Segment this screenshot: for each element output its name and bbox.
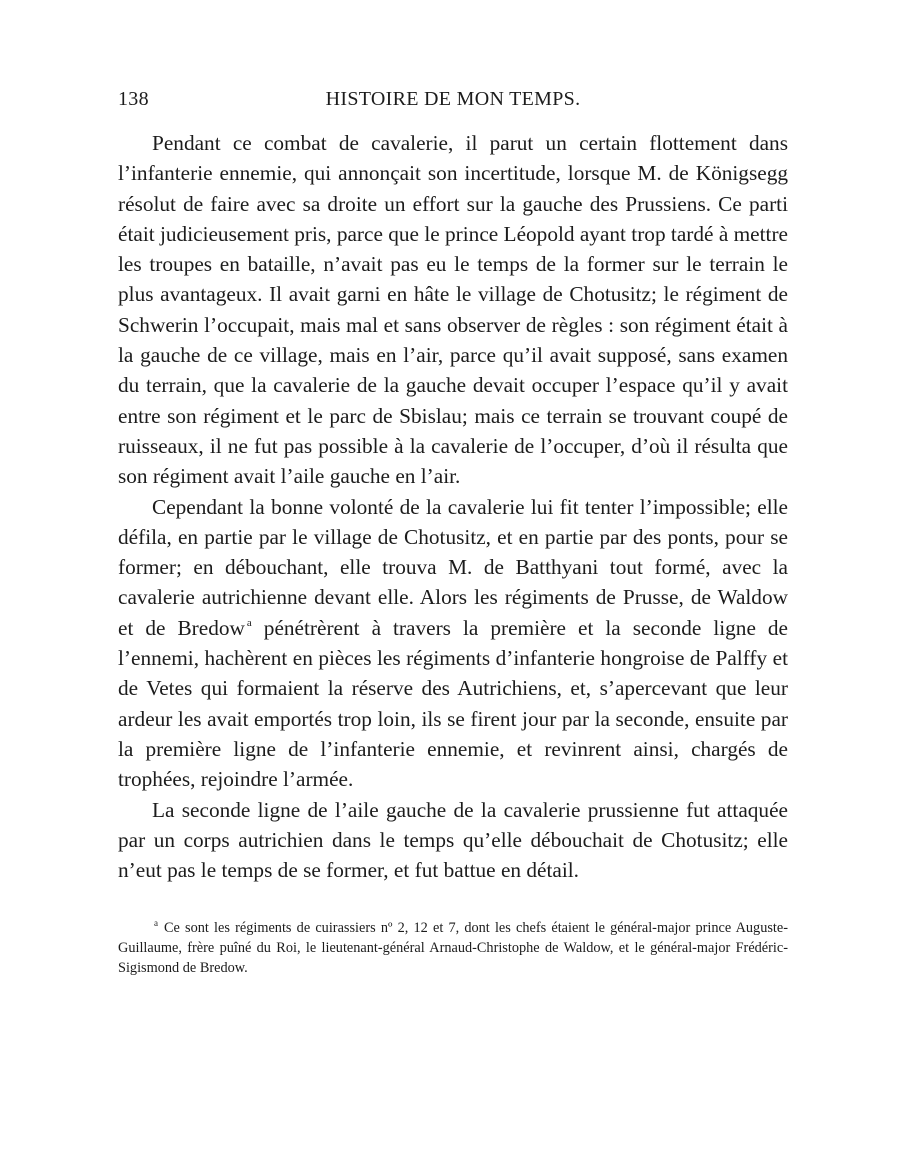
paragraph-3: La seconde ligne de l’aile gauche de la cavalerie prussienne fut attaquée par un corps autrichien dans le temps qu’elle débouchait de Chotusitz; elle n’eut pas le temps de se former, et fut battue en détail. [118,797,788,883]
footnote-marker: a [154,918,158,929]
paragraph-1: Pendant ce combat de cavalerie, il parut un certain flottement dans l’infanterie ennemie, qui annonçait son incertitude, lorsque M. de Königsegg résolut de faire avec sa droite un effort sur la gauche des Prussiens. Ce parti était judicieusement pris, parce que le prince Léopold ayant trop tardé à mettre les troupes en bataille, n’avait pas eu le temps de la former sur le terrain le plus avantageux. Il avait garni en hâte le village de Chotusitz; le régiment de Schwerin l’occupait, mais mal et sans observer de règles : son régiment était à la gauche de ce village, mais en l’air, parce qu’il avait supposé, sans examen du terrain, que la cavalerie de la gauche devait occuper l’espace qu’il y avait entre son régiment et le parc de Sbislau; mais ce terrain se trouvant coupé de ruisseaux, il ne fut pas possible à la cavalerie de l’occuper, d’où il résulta que son régiment avait l’aile gauche en l’air. [118,131,788,489]
running-title: HISTOIRE DE MON TEMPS. [325,88,581,110]
footnote-reference-a: a [246,616,252,629]
paragraph-2-part-1: Cependant la bonne volonté de la cavalerie lui fit tenter l’impossible; elle défila, en partie par le village de Chotusitz, et en partie par des ponts, pour se former; en débouchant, elle trouva M. de Batthyani tout formé, avec la cavalerie autrichienne devant elle. Alors les régiments de Prusse, de Waldow et de Bredow [118,494,788,640]
footnotes [118,919,788,978]
footnote-a [118,919,788,978]
footnote-text: Ce sont les régiments de cuirassiers nº 2, 12 et 7, dont les chefs étaient le général-major prince Auguste-Guillaume, frère puîné du Roi, le lieutenant-général Arnaud-Christophe de Waldow, et le général-major Frédéric-Sigismond de Bredow. [118,920,788,977]
book-page [118,88,788,979]
paragraph-2-part-2: pénétrèrent à travers la première et la seconde ligne de l’ennemi, hachèrent en pièces les régiments d’infanterie hongroise de Palffy et de Vetes qui formaient la réserve des Autrichiens, et, s’apercevant que leur ardeur les avait emportés trop loin, ils se firent jour par la seconde, ensuite par la première ligne de l’infanterie ennemie, et revinrent ainsi, chargés de trophées, rejoindre l’armée. [118,615,789,792]
running-header [118,88,788,118]
page-number: 138 [118,88,149,110]
main-text [118,128,788,885]
paragraph-2 [118,492,788,795]
